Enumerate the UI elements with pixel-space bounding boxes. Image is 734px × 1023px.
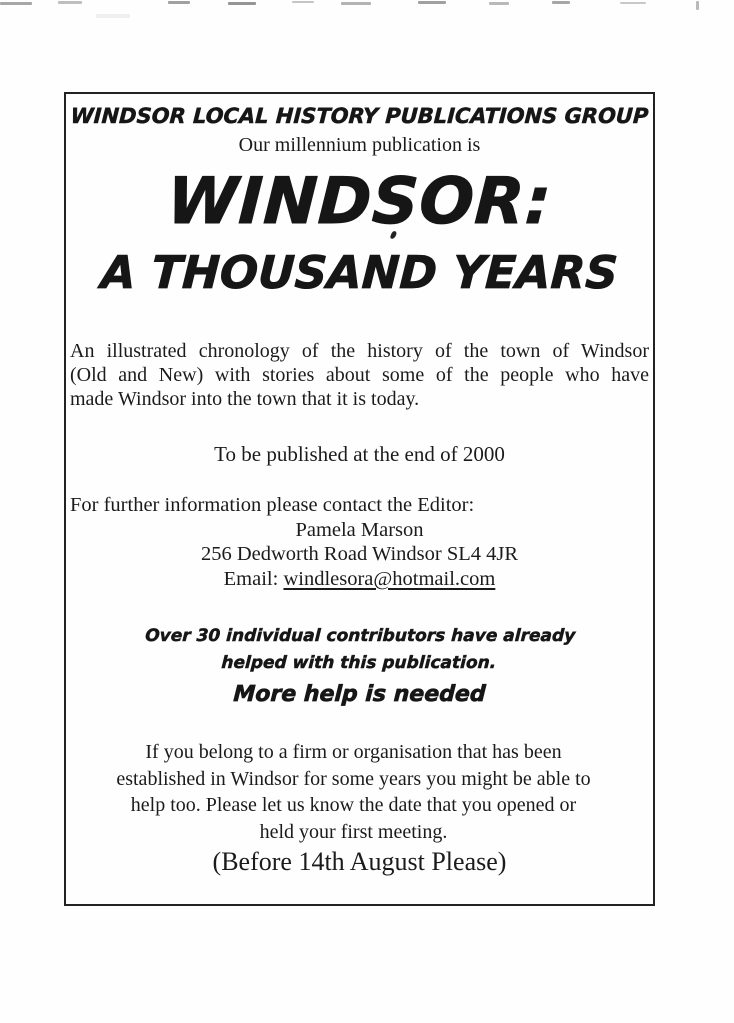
appeal-line: help too. Please let us know the date that you opened or — [130, 794, 577, 816]
appeal-line: If you belong to a firm or organisation that has been — [145, 741, 562, 763]
appeal-line: held your first meeting. — [259, 820, 448, 843]
description-line: made Windsor into the town that it is today. — [70, 388, 420, 410]
deadline-note: (Before 14th August Please) — [212, 847, 507, 876]
appeal-paragraph — [70, 739, 649, 845]
publish-date-line: To be published at the end of 2000 — [214, 442, 505, 466]
contact-address: 256 Dedworth Road Windsor SL4 4JR — [200, 543, 519, 565]
contributors-note — [69, 623, 651, 677]
main-title: WINDSOR: — [165, 165, 554, 239]
org-name: WINDSOR LOCAL HISTORY PUBLICATIONS GROUP — [69, 104, 650, 128]
appeal-line: established in Windsor for some years you might be able to — [116, 767, 591, 790]
description-line: (Old and New) with stories about some of the people who have — [70, 364, 649, 386]
email-line — [70, 567, 649, 592]
email-address: windlesora@hotmail.com — [283, 567, 496, 590]
contact-name: Pamela Marson — [295, 518, 424, 541]
help-needed-heading: More help is needed — [232, 682, 487, 707]
contributors-line: helped with this publication. — [220, 653, 497, 673]
flyer-border-box — [64, 92, 655, 906]
description-line: An illustrated chronology of the history of the town of Windsor — [70, 340, 649, 362]
intro-line: Our millennium publication is — [238, 134, 481, 156]
contact-block — [70, 493, 649, 591]
email-label: Email: — [223, 567, 279, 590]
subtitle: A THOUSAND YEARS — [99, 246, 620, 299]
contact-intro: For further information please contact the Editor: — [70, 494, 475, 516]
description — [70, 339, 649, 411]
contributors-line: Over 30 individual contributors have already — [144, 626, 576, 646]
